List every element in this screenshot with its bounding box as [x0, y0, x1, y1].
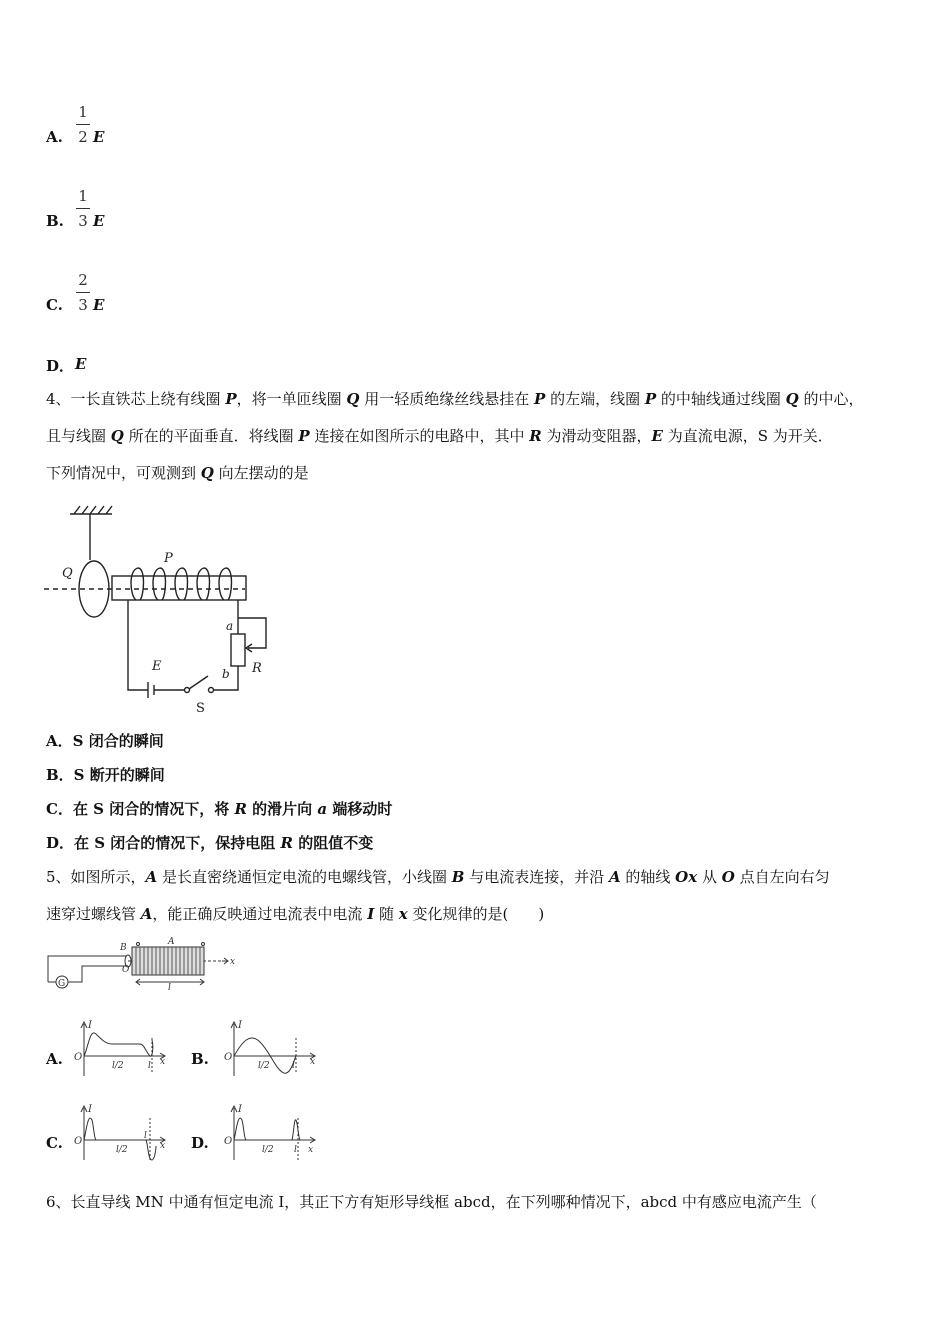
q4-line3: 下列情况中，可观测到 Q 向左摆动的是 — [46, 464, 309, 482]
q5-line2: 速穿过螺线管 A，能正确反映通过电流表中电流 I 随 x 变化规律的是( ) — [46, 905, 545, 923]
q4-circuit-figure — [40, 500, 290, 720]
axis-i: I — [238, 1020, 242, 1031]
q4-option-c: C．在 S 闭合的情况下，将 R 的滑片向 a 端移动时 — [46, 800, 393, 818]
q5-option-d-label: D. — [191, 1134, 209, 1152]
label-e: E — [152, 659, 162, 674]
axis-i: I — [88, 1020, 92, 1031]
q4-option-a: A．S 闭合的瞬间 — [46, 732, 164, 750]
axis-o: O — [74, 1052, 83, 1063]
tick-half: l/2 — [262, 1145, 274, 1155]
q5-option-c-label: C. — [46, 1134, 63, 1152]
tick-l: l — [294, 1145, 297, 1155]
q5-solenoid-figure — [42, 932, 242, 994]
fraction: 1 3 — [76, 185, 90, 232]
q5-graph-b — [222, 1018, 322, 1080]
variable-e: E — [93, 212, 105, 230]
option-letter: B. — [46, 212, 64, 230]
q5-option-b-label: B. — [191, 1050, 209, 1068]
option-letter: D． — [46, 357, 75, 375]
tick-half: l/2 — [112, 1061, 124, 1071]
fraction: 2 3 — [76, 269, 90, 316]
label-b: B — [120, 943, 127, 953]
variable-e: E — [75, 355, 87, 373]
q5-graph-c — [72, 1102, 172, 1164]
tick-l: l — [144, 1131, 147, 1141]
axis-x: x — [160, 1141, 166, 1151]
label-l: l — [168, 983, 171, 993]
q4-option-b: B．S 断开的瞬间 — [46, 766, 165, 784]
variable-e: E — [93, 128, 105, 146]
q5-option-a-label: A. — [46, 1050, 63, 1068]
axis-i: I — [88, 1104, 92, 1115]
fraction: 1 2 — [76, 101, 90, 148]
option-letter: A. — [46, 128, 63, 146]
label-p: P — [164, 551, 173, 566]
option-letter: C. — [46, 296, 63, 314]
axis-o: O — [224, 1136, 233, 1147]
q5-graph-d — [222, 1102, 322, 1164]
q4-option-d: D．在 S 闭合的情况下，保持电阻 R 的阻值不变 — [46, 834, 374, 852]
q5-line1: 5、如图所示，A 是长直密绕通恒定电流的电螺线管，小线圈 B 与电流表连接，并沿 A 的轴线 Ox 从 O 点自左向右匀 — [46, 868, 830, 886]
label-x: x — [230, 957, 236, 967]
q6-line1: 6、长直导线 MN 中通有恒定电流 I，其正下方有矩形导线框 abcd，在下列哪种情况下，abcd 中有感应电流产生（ — [46, 1193, 817, 1211]
q4-line2: 且与线圈 Q 所在的平面垂直．将线圈 P 连接在如图所示的电路中，其中 R 为滑动变阻器，E 为直流电源，S 为开关． — [46, 427, 833, 445]
label-o: O — [122, 965, 130, 975]
axis-x: x — [308, 1145, 314, 1155]
label-s: S — [196, 701, 205, 716]
axis-x: x — [160, 1057, 166, 1067]
label-g: G — [58, 979, 66, 989]
axis-i: I — [238, 1104, 242, 1115]
axis-x: x — [310, 1057, 316, 1067]
tick-l: l — [148, 1061, 151, 1071]
tick-half: l/2 — [116, 1145, 128, 1155]
axis-o: O — [224, 1052, 233, 1063]
label-a: a — [226, 619, 234, 633]
q5-graph-a — [72, 1018, 172, 1080]
tick-half: l/2 — [258, 1061, 270, 1071]
label-q: Q — [62, 566, 73, 581]
label-b: b — [222, 667, 230, 681]
q4-line1: 4、一长直铁芯上绕有线圈 P，将一单匝线圈 Q 用一轻质绝缘丝线悬挂在 P 的左端，线圈 P 的中轴线通过线圈 Q 的中心， — [46, 390, 864, 408]
label-a: A — [168, 937, 175, 947]
axis-o: O — [74, 1136, 83, 1147]
tick-l: l — [292, 1061, 295, 1071]
variable-e: E — [93, 296, 105, 314]
label-r: R — [252, 661, 262, 676]
